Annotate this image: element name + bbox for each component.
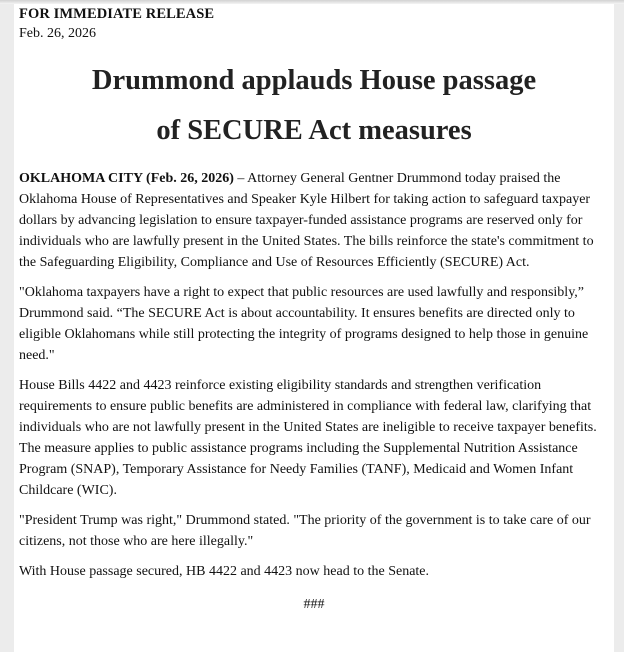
paragraph-4: "President Trump was right," Drummond stated. "The priority of the government is to take care of our citizens, not those who are here illegally." (19, 513, 591, 549)
paragraph-1-text: – Attorney General Gentner Drummond today praised the Oklahoma House of Representatives and Speaker Kyle Hilbert for taking action to safeguard taxpayer dollars by advancing legislation to ensure taxpayer-funded assistance programs are reserved only for individuals who are lawfully present in the United States. The bills reinforce the state's commitment to the Safeguarding Eligibility, Compliance and Use of Resources Efficiently (SECURE) Act. (19, 171, 594, 270)
headline-line-1: Drummond applauds House passage (91, 65, 537, 96)
end-mark: ### (303, 597, 325, 612)
press-release-content (19, 6, 609, 615)
paragraph-5: With House passage secured, HB 4422 and 4423 now head to the Senate. (19, 564, 430, 579)
headline-line-2: of SECURE Act measures (156, 115, 472, 146)
dateline: OKLAHOMA CITY (Feb. 26, 2026) (19, 171, 234, 186)
document-page (14, 4, 614, 652)
paragraph-2: "Oklahoma taxpayers have a right to expect that public resources are used lawfully and responsibly,” Drummond said. “The SECURE Act is about accountability. It ensures benefits are directed only to eligible Oklahomans while still protecting the integrity of programs designed to help those in genuine need." (19, 285, 589, 363)
release-date: Feb. 26, 2026 (19, 26, 96, 41)
headline (19, 56, 609, 156)
paragraph-3: House Bills 4422 and 4423 reinforce existing eligibility standards and strengthen verification requirements to ensure public benefits are administered in compliance with federal law, clarifying that individuals who are not lawfully present in the United States are ineligible to receive taxpayer benefits. The measure applies to public assistance programs including the Supplemental Nutrition Assistance Program (SNAP), Temporary Assistance for Needy Families (TANF), Medicaid and Women Infant Childcare (WIC). (19, 378, 597, 498)
paragraph-1 (19, 168, 609, 273)
release-label: FOR IMMEDIATE RELEASE (19, 6, 215, 22)
